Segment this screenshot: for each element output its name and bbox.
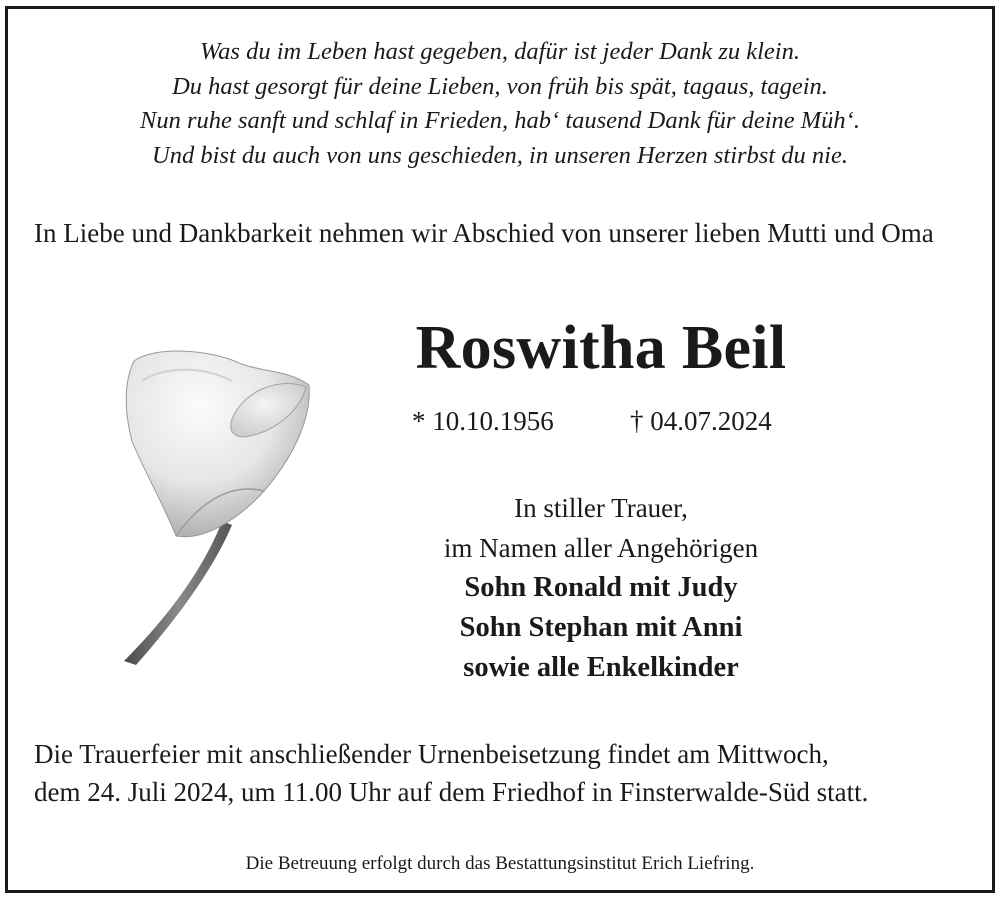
relatives-line: im Namen aller Angehörigen [443, 533, 759, 563]
poem-line: Und bist du auch von uns geschieden, in unseren Herzen stirbst du nie. [152, 141, 848, 169]
birth-date: * 10.10.1956 [412, 406, 554, 436]
death-date: † 04.07.2024 [630, 406, 772, 436]
service-line: dem 24. Juli 2024, um 11.00 Uhr auf dem Friedhof in Finsterwalde-Süd statt. [34, 777, 869, 807]
funeral-home-note: Die Betreuung erfolgt durch das Bestattungsinstitut Erich Liefring. [245, 853, 755, 874]
poem-line: Nun ruhe sanft und schlaf in Frieden, hab‘ tausend Dank für deine Müh‘. [140, 107, 860, 134]
service-info [34, 735, 984, 811]
mourners-block [384, 488, 818, 688]
calla-lily-icon [114, 341, 320, 671]
deceased-name: Roswitha Beil [415, 314, 787, 382]
mourner-name: sowie alle Enkelkinder [463, 652, 739, 683]
obituary-frame [5, 6, 995, 893]
service-line: Die Trauerfeier mit anschließender Urnenbeisetzung findet am Mittwoch, [34, 739, 829, 769]
poem [8, 35, 992, 173]
mourner-name: Sohn Stephan mit Anni [459, 612, 743, 643]
intro-text: In Liebe und Dankbarkeit nehmen wir Abschied von unserer lieben Mutti und Oma [34, 218, 934, 248]
poem-line: Was du im Leben hast gegeben, dafür ist jeder Dank zu klein. [200, 38, 800, 65]
mourning-line: In stiller Trauer, [514, 493, 688, 523]
poem-line: Du hast gesorgt für deine Lieben, von früh bis spät, tagaus, tagein. [172, 72, 828, 100]
mourner-name: Sohn Ronald mit Judy [464, 572, 738, 603]
